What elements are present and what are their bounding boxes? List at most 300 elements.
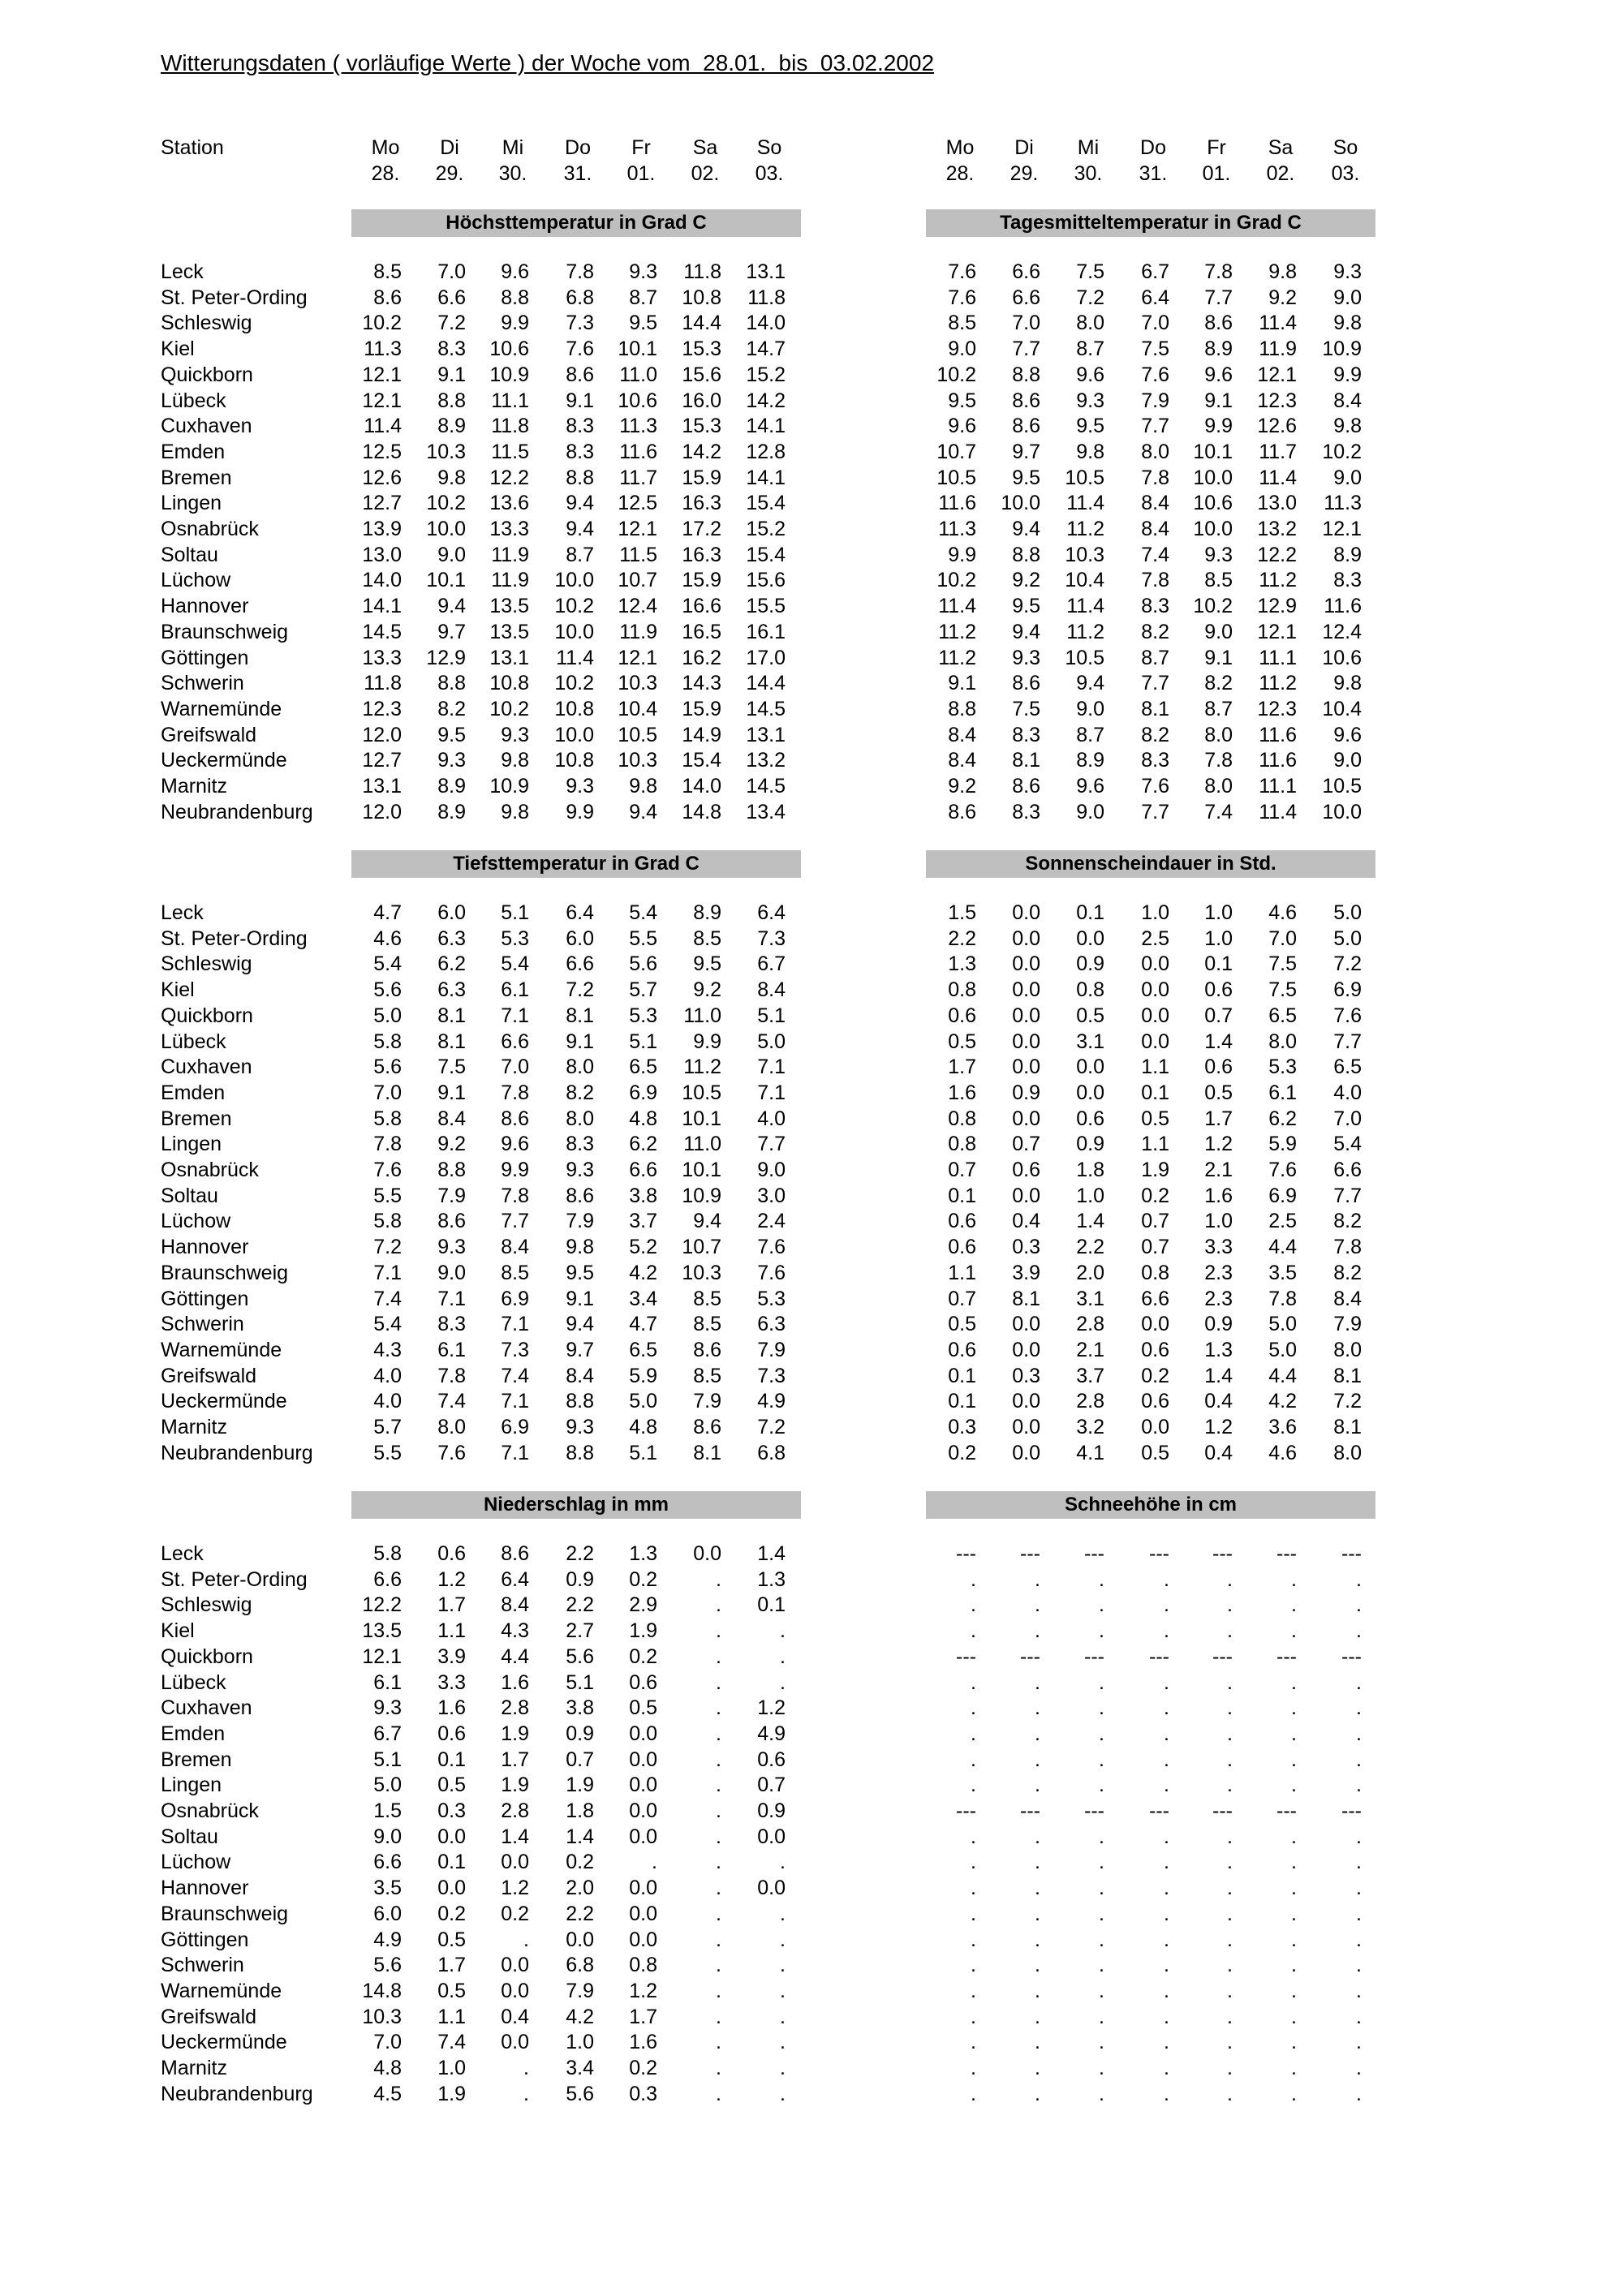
table-cell: 11.4 <box>938 595 976 618</box>
table-cell: 9.5 <box>693 952 721 976</box>
table-cell: 13.3 <box>489 518 529 540</box>
table-cell: 8.7 <box>1076 338 1104 361</box>
table-cell: 5.4 <box>501 952 529 976</box>
table-cell: 8.9 <box>437 775 466 798</box>
table-cell: 12.8 <box>746 440 786 463</box>
table-cell: 1.4 <box>757 1542 786 1565</box>
table-cell: 2.3 <box>1204 1287 1233 1310</box>
table-cell: 0.6 <box>1141 1390 1169 1413</box>
table-cell: 16.6 <box>682 595 721 618</box>
table-cell: 0.5 <box>948 1313 976 1336</box>
table-cell: 6.6 <box>566 952 594 976</box>
table-cell: 0.4 <box>1204 1390 1233 1413</box>
table-cell: . <box>716 1774 721 1797</box>
table-cell: 3.9 <box>437 1645 466 1668</box>
table-cell: 10.4 <box>1065 569 1104 592</box>
table-cell: 14.4 <box>746 672 786 695</box>
table-cell: 4.0 <box>373 1390 402 1413</box>
table-cell: 10.2 <box>362 312 402 335</box>
table-cell: 7.5 <box>1012 697 1040 720</box>
table-cell: . <box>1035 2057 1040 2079</box>
table-cell: 11.2 <box>683 1056 721 1079</box>
table-cell: 6.6 <box>1012 260 1040 283</box>
table-cell: 3.6 <box>1268 1416 1297 1438</box>
table-cell: 9.1 <box>566 1030 594 1053</box>
table-cell: 0.5 <box>437 1979 466 2002</box>
table-cell: . <box>1099 2005 1104 2028</box>
table-cell: 10.1 <box>1193 440 1233 463</box>
station-name: Leck <box>161 901 204 924</box>
table-cell: . <box>1356 1979 1362 2002</box>
table-cell: 0.1 <box>948 1390 976 1413</box>
table-cell: 6.1 <box>501 978 529 1002</box>
table-cell: . <box>1035 1902 1040 1925</box>
table-cell: 4.4 <box>1268 1364 1297 1387</box>
table-cell: 0.0 <box>1141 952 1169 976</box>
table-cell: 8.7 <box>1076 723 1104 746</box>
table-cell: 0.0 <box>757 1877 786 1900</box>
table-cell: 6.4 <box>501 1567 529 1591</box>
table-cell: 13.1 <box>362 775 402 798</box>
table-cell: 8.8 <box>948 697 976 720</box>
table-cell: . <box>1291 1748 1297 1771</box>
table-cell: 9.9 <box>501 1159 529 1181</box>
table-cell: 7.2 <box>1333 952 1362 976</box>
table-cell: 15.4 <box>682 749 721 772</box>
station-name: Osnabrück <box>161 1159 259 1181</box>
table-cell: 7.1 <box>437 1287 466 1310</box>
table-cell: 7.6 <box>566 338 594 361</box>
table-cell: . <box>1356 2057 1362 2079</box>
table-cell: . <box>1099 1902 1104 1925</box>
table-cell: 4.0 <box>757 1107 786 1130</box>
table-cell: 6.5 <box>1333 1056 1362 1079</box>
table-cell: 13.0 <box>362 543 402 566</box>
table-cell: 9.5 <box>1076 415 1104 438</box>
table-title-schnee: Schneehöhe in cm <box>926 1491 1375 1519</box>
table-cell: 0.0 <box>629 1748 657 1771</box>
table-cell: 9.4 <box>1012 620 1040 643</box>
station-name: Emden <box>161 1081 226 1104</box>
table-cell: 12.7 <box>362 492 402 515</box>
table-cell: 6.5 <box>629 1338 657 1361</box>
table-cell: 3.5 <box>1268 1261 1297 1284</box>
table-cell: 9.3 <box>1076 389 1104 412</box>
table-cell: . <box>716 1979 721 2002</box>
table-cell: 5.2 <box>629 1236 657 1259</box>
table-cell: 0.4 <box>1204 1441 1233 1464</box>
table-cell: 16.2 <box>682 646 721 669</box>
station-name: Soltau <box>161 543 218 566</box>
table-cell: 12.3 <box>362 697 402 720</box>
table-cell: 10.0 <box>426 518 466 540</box>
table-cell: . <box>1227 2057 1233 2079</box>
table-cell: 11.0 <box>683 1133 721 1156</box>
table-cell: 0.8 <box>1141 1261 1169 1284</box>
table-cell: 8.6 <box>1012 672 1040 695</box>
table-cell: 0.0 <box>1076 1081 1104 1104</box>
table-cell: 7.8 <box>437 1364 466 1387</box>
table-cell: . <box>1164 1877 1169 1900</box>
table-cell: 11.3 <box>364 338 402 361</box>
table-cell: 14.4 <box>682 312 721 335</box>
table-cell: 12.5 <box>618 492 657 515</box>
table-cell: 10.1 <box>618 338 657 361</box>
table-cell: 8.0 <box>1204 723 1233 746</box>
station-name: Quickborn <box>161 1004 253 1027</box>
table-cell: 8.9 <box>1204 338 1233 361</box>
station-name: Schwerin <box>161 1313 244 1336</box>
table-cell: . <box>971 1567 976 1591</box>
table-cell: 8.5 <box>693 927 721 950</box>
table-cell: 6.7 <box>757 952 786 976</box>
table-cell: 9.0 <box>757 1159 786 1181</box>
table-cell: 14.5 <box>362 620 402 643</box>
table-cell: 1.1 <box>1141 1056 1169 1079</box>
table-cell: 10.2 <box>426 492 466 515</box>
table-cell: 6.2 <box>1268 1107 1297 1130</box>
table-cell: 14.9 <box>682 723 721 746</box>
table-cell: 12.9 <box>426 646 466 669</box>
table-cell: 9.2 <box>948 775 976 798</box>
table-cell: . <box>1291 1902 1297 1925</box>
table-cell: 9.9 <box>1204 415 1233 438</box>
table-cell: . <box>716 1851 721 1874</box>
table-cell: 10.5 <box>682 1081 721 1104</box>
table-cell: 6.8 <box>566 286 594 309</box>
table-cell: 8.8 <box>501 286 529 309</box>
table-cell: 9.0 <box>1076 800 1104 823</box>
table-cell: 7.4 <box>1141 543 1169 566</box>
table-cell: 8.3 <box>566 440 594 463</box>
table-cell: 7.8 <box>1333 1236 1362 1259</box>
table-cell: 7.1 <box>757 1081 786 1104</box>
table-cell: 8.6 <box>566 363 594 386</box>
table-cell: 14.0 <box>746 312 786 335</box>
table-cell: 0.0 <box>629 1825 657 1848</box>
table-cell: 13.4 <box>746 800 786 823</box>
table-cell: 8.0 <box>1333 1441 1362 1464</box>
table-cell: 3.3 <box>437 1670 466 1694</box>
table-title-niederschlag: Niederschlag in mm <box>351 1491 801 1519</box>
table-cell: --- <box>1341 1799 1362 1822</box>
table-cell: 9.5 <box>1012 595 1040 618</box>
station-name: Soltau <box>161 1184 218 1207</box>
table-cell: 17.2 <box>682 518 721 540</box>
table-cell: . <box>1291 1851 1297 1874</box>
table-cell: 4.5 <box>373 2082 402 2105</box>
table-cell: 8.1 <box>1333 1364 1362 1387</box>
table-cell: 1.7 <box>948 1056 976 1079</box>
table-cell: 11.8 <box>364 672 402 695</box>
table-cell: 4.4 <box>1268 1236 1297 1259</box>
table-cell: 8.0 <box>1141 440 1169 463</box>
table-cell: 10.3 <box>618 749 657 772</box>
table-cell: . <box>1356 1877 1362 1900</box>
page-title: Witterungsdaten ( vorläufige Werte ) der Woche vom 28.01. bis 03.02.2002 <box>161 50 935 75</box>
table-cell: 7.1 <box>757 1056 786 1079</box>
station-name: Leck <box>161 260 204 283</box>
table-cell: . <box>971 1851 976 1874</box>
table-cell: 14.0 <box>362 569 402 592</box>
table-cell: 14.1 <box>362 595 402 618</box>
day-name-mi: Mi <box>502 136 524 159</box>
table-cell: . <box>971 2082 976 2105</box>
table-cell: 8.0 <box>1204 775 1233 798</box>
table-cell: --- <box>1084 1799 1104 1822</box>
table-cell: 10.9 <box>489 775 529 798</box>
table-cell: 0.8 <box>948 1107 976 1130</box>
table-cell: 4.8 <box>629 1107 657 1130</box>
station-name: Osnabrück <box>161 1799 259 1822</box>
table-cell: . <box>971 1877 976 1900</box>
station-name: St. Peter-Ording <box>161 927 308 950</box>
table-cell: 8.6 <box>373 286 402 309</box>
table-cell: 11.9 <box>491 543 529 566</box>
table-cell: . <box>1164 1619 1169 1643</box>
table-cell: 8.7 <box>1204 697 1233 720</box>
table-cell: 9.5 <box>948 389 976 412</box>
table-cell: 9.8 <box>501 800 529 823</box>
table-cell: . <box>1227 1979 1233 2002</box>
table-cell: . <box>1099 1670 1104 1694</box>
day-date: 28. <box>945 162 975 185</box>
table-cell: 11.0 <box>683 1004 721 1027</box>
table-cell: 0.2 <box>566 1851 594 1874</box>
table-cell: 15.2 <box>746 518 786 540</box>
station-name: Bremen <box>161 466 232 489</box>
table-cell: 9.5 <box>566 1261 594 1284</box>
table-cell: 0.5 <box>629 1696 657 1720</box>
table-cell: . <box>1164 1902 1169 1925</box>
table-cell: . <box>1099 2082 1104 2105</box>
table-cell: 6.3 <box>437 927 466 950</box>
table-cell: 8.6 <box>566 1184 594 1207</box>
table-cell: . <box>716 1825 721 1848</box>
table-cell: . <box>1291 2082 1297 2105</box>
table-cell: 7.5 <box>1076 260 1104 283</box>
table-cell: --- <box>1341 1645 1362 1668</box>
table-cell: 0.0 <box>1141 1416 1169 1438</box>
table-cell: 11.7 <box>619 466 657 489</box>
table-cell: 10.8 <box>554 749 594 772</box>
table-cell: 8.5 <box>501 1261 529 1284</box>
table-cell: 12.1 <box>362 1645 402 1668</box>
table-cell: . <box>780 1902 786 1925</box>
table-cell: 8.3 <box>437 338 466 361</box>
table-cell: . <box>1356 2082 1362 2105</box>
table-cell: . <box>1099 2057 1104 2079</box>
table-cell: 7.6 <box>948 260 976 283</box>
table-cell: 8.4 <box>948 749 976 772</box>
table-cell: 14.0 <box>682 775 721 798</box>
station-name: Marnitz <box>161 775 227 798</box>
table-cell: 7.9 <box>437 1184 466 1207</box>
table-cell: --- <box>1149 1542 1169 1565</box>
table-cell: 2.2 <box>566 1902 594 1925</box>
table-cell: 5.6 <box>373 1056 402 1079</box>
table-cell: 11.4 <box>1066 492 1104 515</box>
table-cell: 5.0 <box>757 1030 786 1053</box>
table-cell: 9.4 <box>1076 672 1104 695</box>
table-cell: . <box>971 1928 976 1951</box>
table-cell: 1.0 <box>1076 1184 1104 1207</box>
table-cell: 6.6 <box>373 1567 402 1591</box>
station-name: Schleswig <box>161 312 252 335</box>
table-cell: . <box>971 1902 976 1925</box>
table-cell: 0.0 <box>1012 1313 1040 1336</box>
station-name: Warnemünde <box>161 1338 282 1361</box>
table-cell: 5.5 <box>373 1184 402 1207</box>
table-cell: 8.9 <box>1333 543 1362 566</box>
table-cell: 7.8 <box>501 1184 529 1207</box>
table-cell: 5.8 <box>373 1030 402 1053</box>
table-cell: 11.6 <box>938 492 976 515</box>
table-cell: 11.1 <box>491 389 529 412</box>
table-cell: 9.0 <box>1333 749 1362 772</box>
table-cell: 8.7 <box>566 543 594 566</box>
day-date: 29. <box>1010 162 1039 185</box>
table-cell: 8.8 <box>566 466 594 489</box>
table-cell: 0.0 <box>1076 927 1104 950</box>
table-cell: . <box>716 2057 721 2079</box>
table-cell: 7.5 <box>1268 952 1297 976</box>
table-cell: 0.4 <box>501 2005 529 2028</box>
table-cell: 7.9 <box>566 1210 594 1233</box>
table-cell: 6.6 <box>437 286 466 309</box>
table-cell: . <box>1227 1567 1233 1591</box>
table-cell: . <box>780 1670 786 1694</box>
table-cell: 8.6 <box>693 1416 721 1438</box>
table-cell: . <box>1099 1567 1104 1591</box>
table-cell: 9.0 <box>948 338 976 361</box>
table-cell: 0.0 <box>1012 1107 1040 1130</box>
table-cell: . <box>1227 2005 1233 2028</box>
table-cell: 0.0 <box>1141 1030 1169 1053</box>
table-cell: 0.0 <box>1141 978 1169 1002</box>
table-cell: 7.4 <box>373 1287 402 1310</box>
table-cell: 1.0 <box>1204 1210 1233 1233</box>
table-cell: --- <box>1084 1542 1104 1565</box>
table-cell: 8.1 <box>1012 749 1040 772</box>
table-cell: 12.6 <box>362 466 402 489</box>
table-cell: . <box>1099 1928 1104 1951</box>
table-cell: 1.2 <box>501 1877 529 1900</box>
table-cell: 8.1 <box>1141 697 1169 720</box>
table-cell: 6.5 <box>629 1056 657 1079</box>
table-cell: 8.3 <box>1333 569 1362 592</box>
table-cell: . <box>716 1877 721 1900</box>
table-cell: 0.2 <box>501 1902 529 1925</box>
day-name-so: So <box>756 136 782 159</box>
table-cell: 9.8 <box>1333 415 1362 438</box>
table-cell: 9.8 <box>1333 672 1362 695</box>
table-cell: . <box>1291 2031 1297 2054</box>
table-cell: 8.4 <box>566 1364 594 1387</box>
table-cell: 8.5 <box>1204 569 1233 592</box>
table-cell: 9.9 <box>566 800 594 823</box>
table-cell: 11.1 <box>1259 775 1297 798</box>
table-cell: . <box>971 2005 976 2028</box>
table-cell: 1.9 <box>566 1774 594 1797</box>
table-cell: 7.6 <box>757 1236 786 1259</box>
table-cell: 10.0 <box>1193 518 1233 540</box>
table-cell: 7.9 <box>1333 1313 1362 1336</box>
table-cell: 7.6 <box>948 286 976 309</box>
table-cell: 0.7 <box>1141 1236 1169 1259</box>
table-cell: . <box>1164 2082 1169 2105</box>
table-cell: 0.0 <box>629 1799 657 1822</box>
table-cell: 12.1 <box>618 518 657 540</box>
table-cell: 5.1 <box>373 1748 402 1771</box>
table-cell: . <box>1099 1619 1104 1643</box>
table-cell: 0.1 <box>948 1364 976 1387</box>
table-cell: . <box>1035 1774 1040 1797</box>
table-cell: 11.8 <box>491 415 529 438</box>
table-cell: 10.2 <box>936 569 976 592</box>
table-cell: . <box>1164 1696 1169 1720</box>
table-cell: 7.9 <box>1141 389 1169 412</box>
table-cell: . <box>1227 1928 1233 1951</box>
table-cell: 6.9 <box>629 1081 657 1104</box>
table-cell: 9.7 <box>437 620 466 643</box>
table-cell: 11.4 <box>556 646 594 669</box>
table-cell: 10.1 <box>682 1159 721 1181</box>
station-name: Osnabrück <box>161 518 259 540</box>
table-cell: . <box>1164 1722 1169 1745</box>
table-cell: . <box>1291 1954 1297 1977</box>
table-cell: 2.0 <box>1076 1261 1104 1284</box>
table-cell: . <box>780 2057 786 2079</box>
table-cell: 10.8 <box>554 697 594 720</box>
table-cell: 8.4 <box>1141 518 1169 540</box>
station-name: Ueckermünde <box>161 1390 287 1413</box>
table-cell: . <box>716 1954 721 1977</box>
table-cell: . <box>1227 2031 1233 2054</box>
table-cell: . <box>780 2031 786 2054</box>
table-cell: 14.5 <box>746 775 786 798</box>
table-cell: 11.4 <box>1066 595 1104 618</box>
table-cell: . <box>1099 1877 1104 1900</box>
table-cell: 8.9 <box>437 800 466 823</box>
table-cell: 6.5 <box>1268 1004 1297 1027</box>
table-cell: 5.9 <box>629 1364 657 1387</box>
table-cell: 7.1 <box>501 1004 529 1027</box>
table-cell: 0.0 <box>1012 1056 1040 1079</box>
table-cell: . <box>716 1748 721 1771</box>
table-cell: 7.6 <box>1141 775 1169 798</box>
table-cell: 11.5 <box>491 440 529 463</box>
table-cell: 5.8 <box>373 1542 402 1565</box>
table-cell: 2.7 <box>566 1619 594 1643</box>
table-cell: . <box>716 1567 721 1591</box>
table-cell: 7.8 <box>1141 569 1169 592</box>
table-cell: 9.6 <box>1333 723 1362 746</box>
table-cell: . <box>1356 1619 1362 1643</box>
table-cell: 7.0 <box>1012 312 1040 335</box>
table-cell: 14.2 <box>682 440 721 463</box>
table-cell: . <box>716 1670 721 1694</box>
table-cell: 5.1 <box>629 1030 657 1053</box>
table-cell: . <box>1099 1722 1104 1745</box>
table-cell: 10.3 <box>1065 543 1104 566</box>
table-cell: 4.2 <box>1268 1390 1297 1413</box>
table-cell: 8.3 <box>566 415 594 438</box>
table-cell: 8.4 <box>757 978 786 1002</box>
table-cell: 8.9 <box>437 415 466 438</box>
table-cell: 5.7 <box>629 978 657 1002</box>
table-cell: 7.9 <box>757 1338 786 1361</box>
